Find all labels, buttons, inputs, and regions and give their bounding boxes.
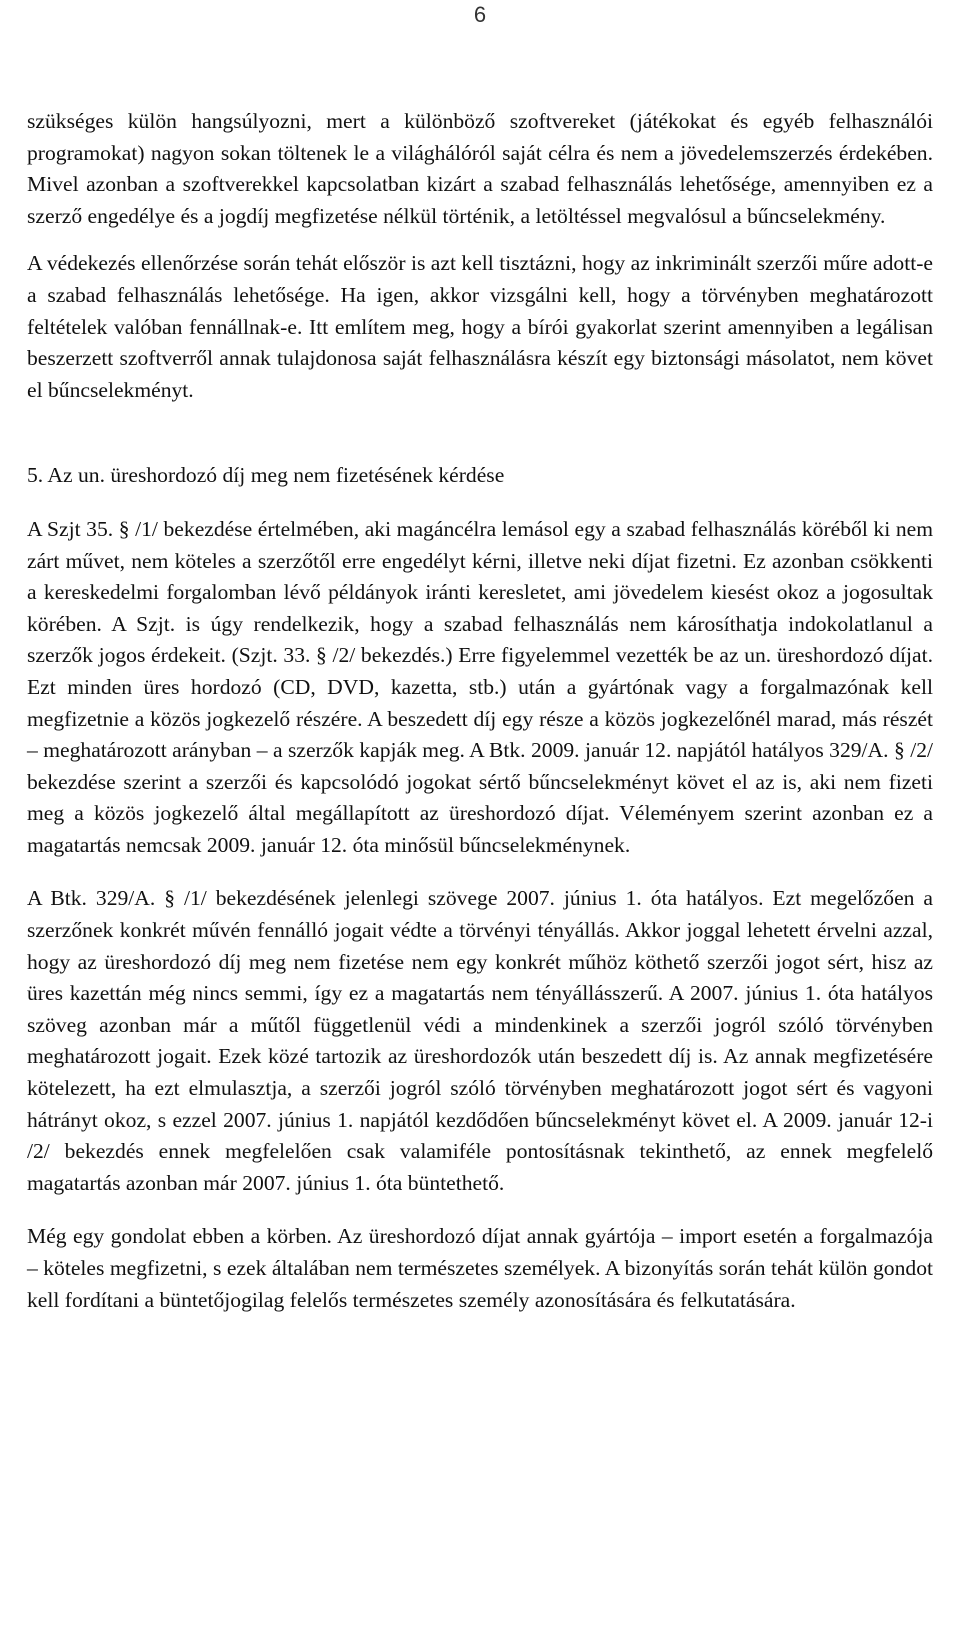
paragraph-further-thought: Még egy gondolat ebben a körben. Az üreshordozó díjat annak gyártója – import esetén a forgalmazója – köteles megfizetni, s ezek általában nem természetes személyek. A bizonyítás során tehát külön gondot kell fordítani a büntetőjogilag felelős természetes személy azonosítására és felkutatására. (27, 1224, 933, 1312)
paragraph-btk-329a: A Btk. 329/A. § /1/ bekezdésének jelenlegi szövege 2007. június 1. óta hatályos. Ezt megelőzően a szerzőnek konkrét művén fennálló jogait védte a törvényi tényállás. Akkor joggal lehetett érvelni azzal, hogy az üreshordozó díj meg nem fizetése nem egy konkrét műhöz köthető szerzői jogot sért, hisz az üres kazettán még nincs semmi, így ez a magatartás nem tényállásszerű. A 2007. június 1. óta hatályos szöveg azonban már a műtől függetlenül védi a mindenkinek a szerzői jogról szóló törvényben meghatározott jogait. Ezek közé tartozik az üreshordozók után beszedett díj is. Az annak megfizetésére kötelezett, ha ezt elmulasztja, a szerzői jogról szóló törvényben meghatározott jogot sért és vagyoni hátrányt okoz, s ezzel 2007. június 1. napjától kezdődően bűncselekményt követ el. A 2009. január 12-i /2/ bekezdés ennek megfelelően csak valamiféle pontosításnak tekinthető, az ennek megfelelő magatartás azonban már 2007. június 1. óta büntethető. (27, 886, 933, 1195)
paragraph-szjt-35: A Szjt 35. § /1/ bekezdése értelmében, aki magáncélra lemásol egy a szabad felhasználás köréből ki nem zárt művet, nem köteles a szerzőtől erre engedélyt kérni, illetve neki díjat fizetni. Ez azonban csökkenti a kereskedelmi forgalomban lévő példányok iránti keresletet, ami jövedelem kiesést okoz a jogosultak körében. A Szjt. is úgy rendelkezik, hogy a szabad felhasználás nem károsíthatja indokolatlanul a szerzők jogos érdekeit. (Szjt. 33. § /2/ bekezdés.) Erre figyelemmel vezették be az un. üreshordozó díjat. Ezt minden üres hordozó (CD, DVD, kazetta, stb.) után a gyártónak vagy a forgalmazónak kell megfizetnie a közös jogkezelő részére. A beszedett díj egy része a közös jogkezelőnél marad, más részét – meghatározott arányban – a szerzők kapják meg. A Btk. 2009. január 12. napjától hatályos 329/A. § /2/ bekezdése szerint a szerzői és kapcsolódó jogokat sértő bűncselekményt követ el az is, aki nem fizeti meg a közös jogkezelő által megállapított az üreshordozó díjat. Véleményem szerint azonban ez a magatartás nemcsak 2009. január 12. óta minősül bűncselekménynek. (27, 516, 933, 857)
section-heading: 5. Az un. üreshordozó díj meg nem fizetésének kérdése (27, 463, 505, 488)
document-body (27, 106, 933, 1316)
paragraph-defense-check: A védekezés ellenőrzése során tehát először is azt kell tisztázni, hogy az inkriminált szerzői műre adott-e a szabad felhasználás lehetősége. Ha igen, akkor vizsgálni kell, hogy a törvényben meghatározott feltételek valóban fennállnak-e. Itt említem meg, hogy a bírói gyakorlat szerint amennyiben a legálisan beszerzett szoftverről annak tulajdonosa saját felhasználásra készít egy biztonsági másolatot, nem követ el bűncselekményt. (27, 251, 933, 402)
page-number: 6 (473, 2, 487, 27)
paragraph-continuation: szükséges külön hangsúlyozni, mert a különböző szoftvereket (játékokat és egyéb felhasználói programokat) nagyon sokan töltenek le a világhálóról saját célra és nem a jövedelemszerzés érdekében. Mivel azonban a szoftverekkel kapcsolatban kizárt a szabad felhasználás lehetősége, amennyiben ez a szerző engedélye és a jogdíj megfizetése nélkül történik, a letöltéssel megvalósul a bűncselekmény. (27, 109, 933, 228)
